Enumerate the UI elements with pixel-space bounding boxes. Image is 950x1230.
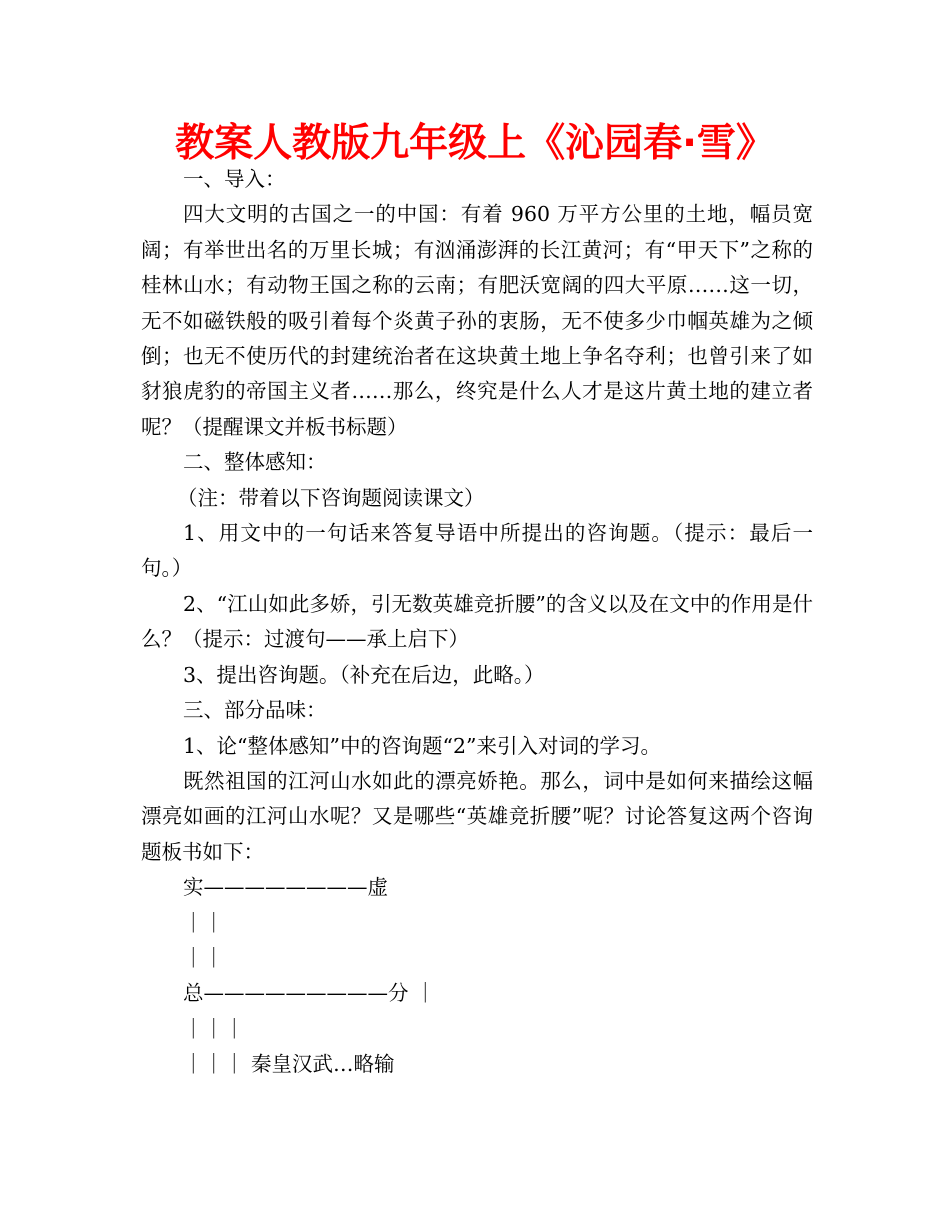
board-diagram-line: 实————————虚 xyxy=(183,875,388,900)
board-diagram-line: ｜｜｜ xyxy=(183,1016,245,1041)
reading-note: （注：带着以下咨询题阅读课文） xyxy=(177,485,485,510)
section-heading-intro: 一、导入： xyxy=(183,167,286,191)
question-2: 2、“江山如此多娇，引无数英雄竞折腰”的含义以及在文中的作用是什么？（提示：过渡句——承上启下） xyxy=(141,591,813,652)
question-3: 3、提出咨询题。（补充在后边，此略。） xyxy=(183,662,545,687)
document-title: 教案人教版九年级上《沁园春·雪》 xyxy=(175,121,775,166)
analysis-paragraph: 既然祖国的江河山水如此的漂亮娇艳。那么，词中是如何来描绘这幅漂亮如画的江河山水呢？又是哪些“英雄竞折腰”呢？讨论答复这两个咨询题板书如下： xyxy=(141,768,813,864)
section-heading-analysis: 三、部分品味： xyxy=(183,698,327,723)
document-body xyxy=(141,162,813,1083)
board-diagram-line: 总—————————分 ｜ xyxy=(183,981,436,1006)
question-1: 1、用文中的一句话来答复导语中所提出的咨询题。（提示：最后一句。） xyxy=(141,521,813,581)
board-diagram-line: ｜｜ xyxy=(183,945,224,970)
analysis-point-1: 1、论“整体感知”中的咨询题“2”来引入对词的学习。 xyxy=(183,733,662,758)
section-heading-overall: 二、整体感知： xyxy=(183,450,327,475)
board-diagram-line: ｜｜ xyxy=(183,910,224,935)
board-diagram-line: ｜｜｜ 秦皇汉武…略输 xyxy=(183,1052,395,1077)
intro-paragraph: 四大文明的古国之一的中国：有着 960 万平方公里的土地，幅员宽阔；有举世出名的万里长城；有汹涌澎湃的长江黄河；有“甲天下”之称的桂林山水；有动物王国之称的云南；有肥沃宽阔的四大平原……这一切，无不如磁铁般的吸引着每个炎黄子孙的衷肠，无不使多少巾帼英雄为之倾倒；也无不使历代的封建统治者在这块黄土地上争名夺利；也曾引来了如豺狼虎豹的帝国主义者……那么，终究是什么人才是这片黄土地的建立者呢？（提醒课文并板书标题） xyxy=(141,202,813,439)
